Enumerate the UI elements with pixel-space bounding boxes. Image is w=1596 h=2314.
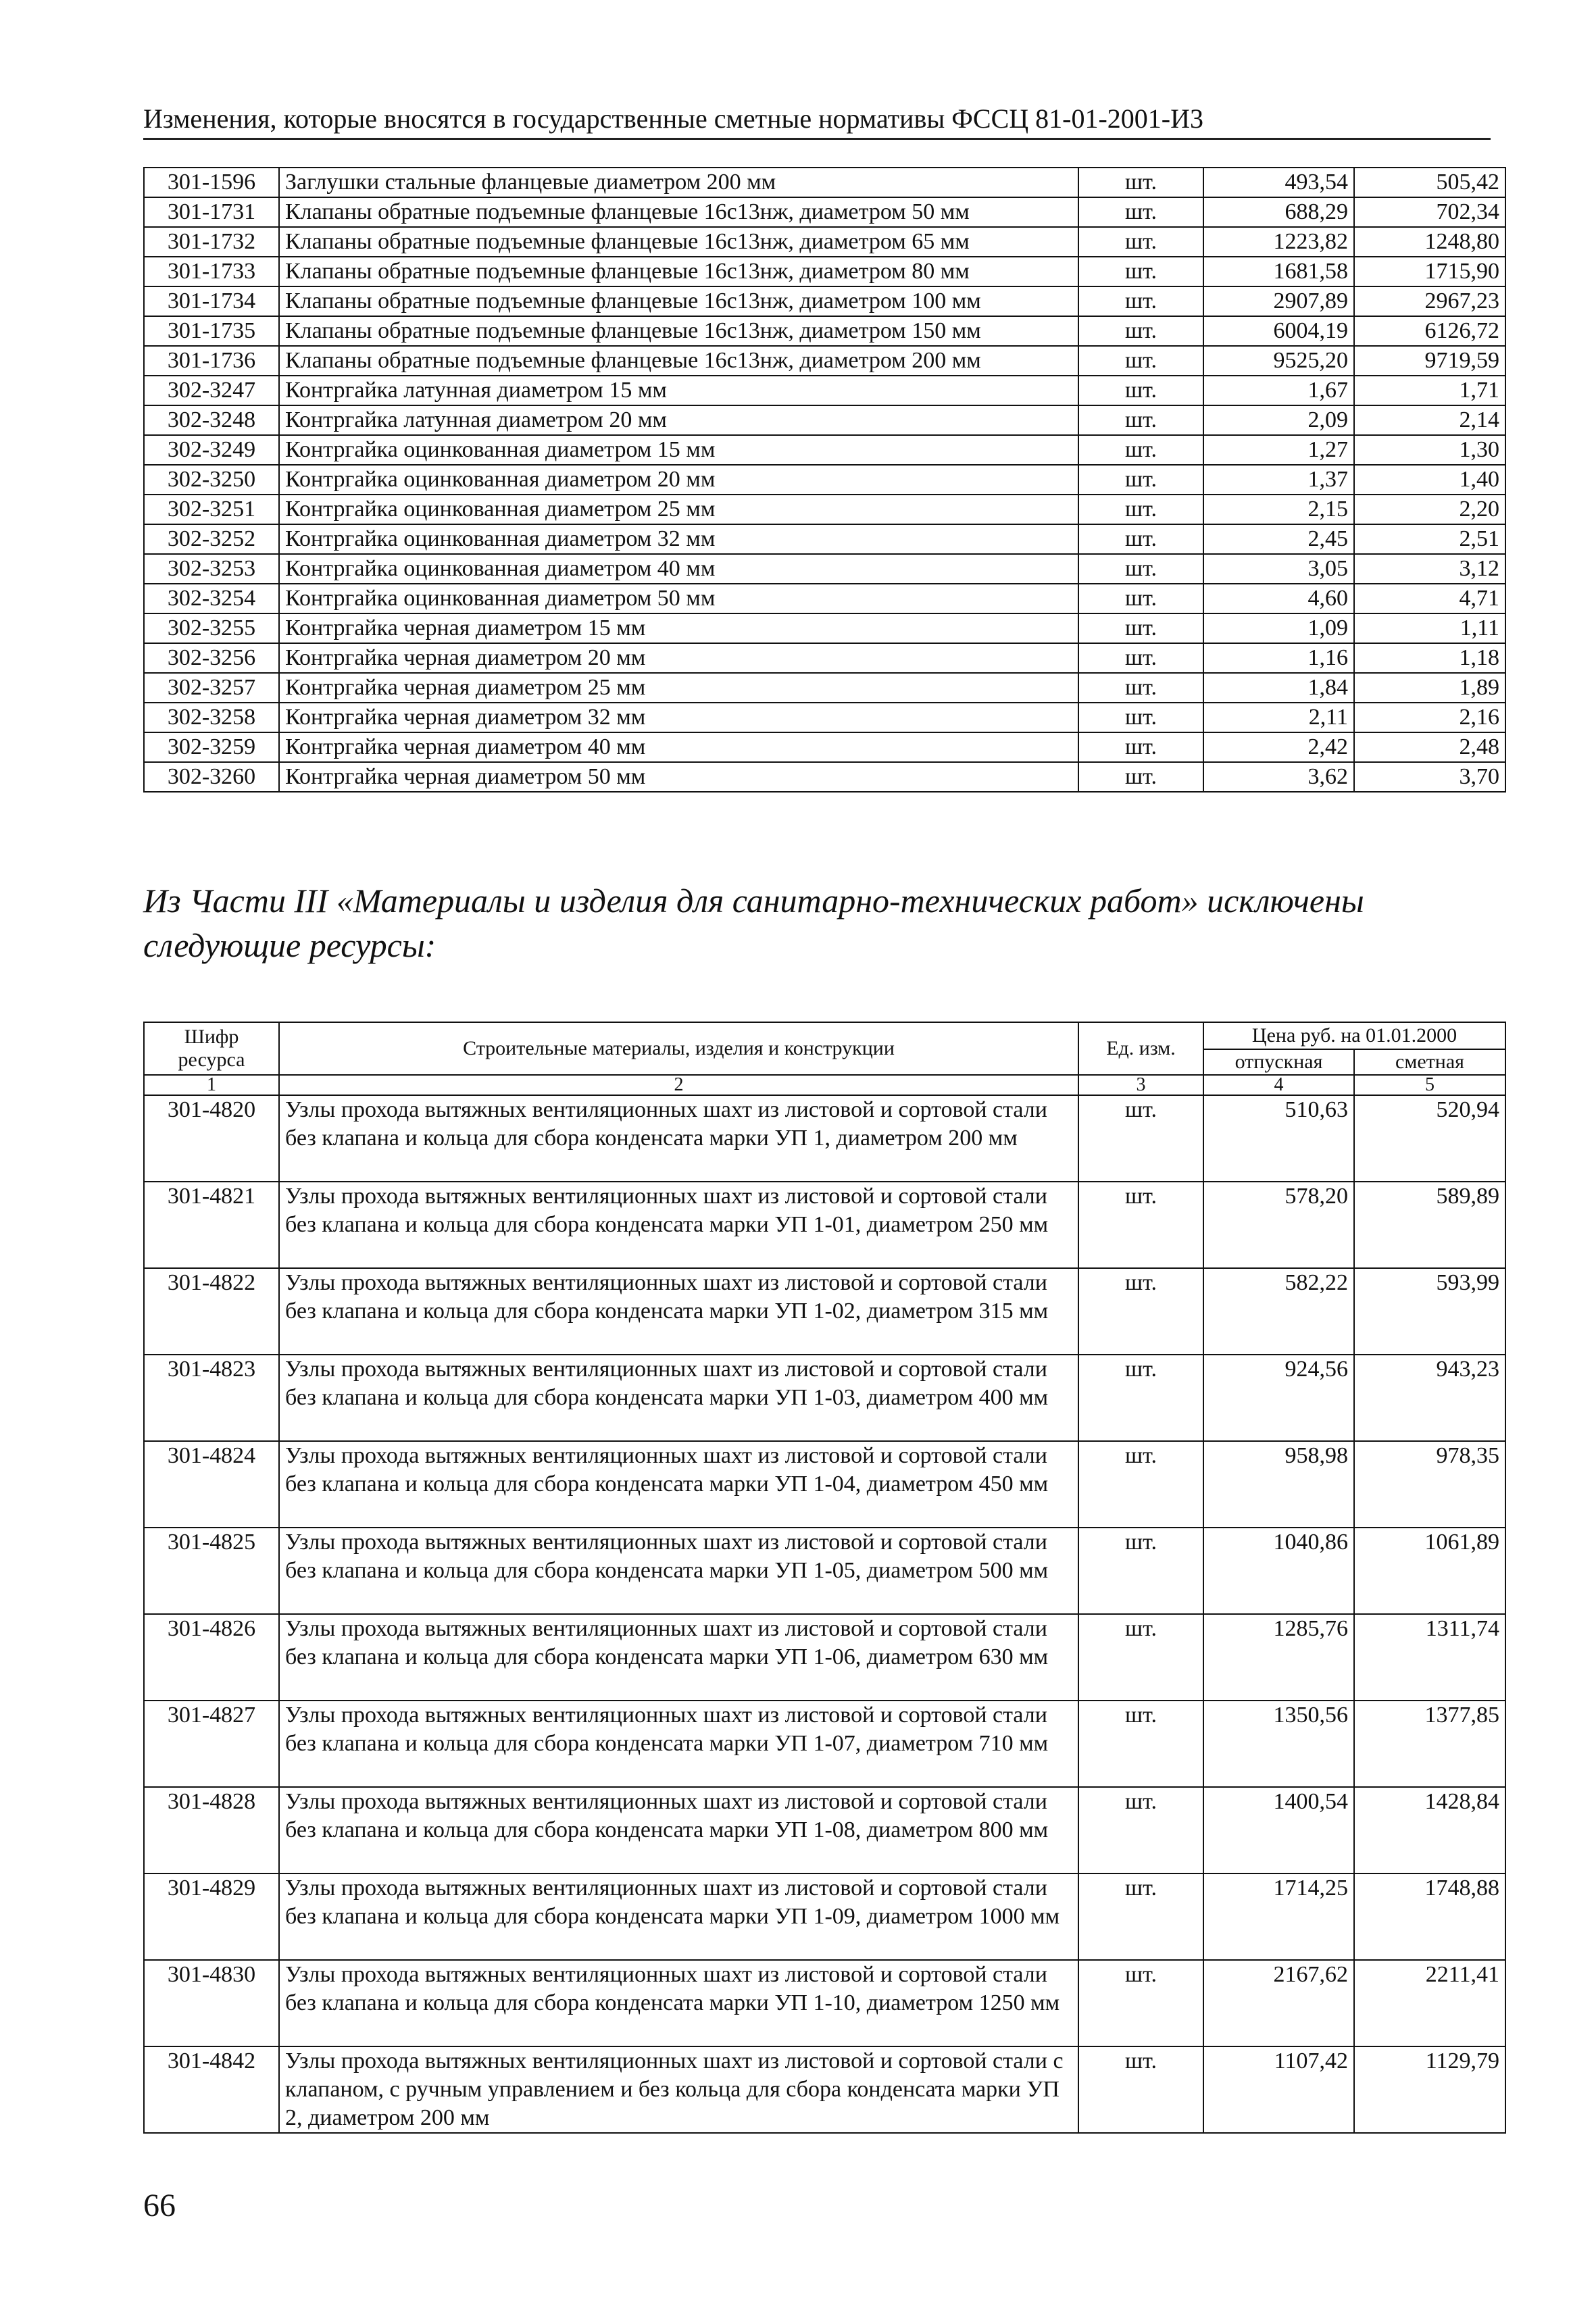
- price-release: 4,60: [1203, 584, 1354, 613]
- column-number: 3: [1078, 1075, 1203, 1095]
- resource-name: Клапаны обратные подъемные фланцевые 16с13нж, диаметром 65 мм: [279, 227, 1078, 257]
- resource-name: Узлы прохода вытяжных вентиляционных шахт из листовой и сортовой стали без клапана и кольца для сбора конденсата марки УП 1-08, диаметром 800 мм: [279, 1787, 1078, 1873]
- price-estimate: 505,42: [1354, 168, 1505, 197]
- price-release: 1040,86: [1203, 1528, 1354, 1614]
- resource-name: Узлы прохода вытяжных вентиляционных шахт из листовой и сортовой стали без клапана и кольца для сбора конденсата марки УП 1-05, диаметром 500 мм: [279, 1528, 1078, 1614]
- unit: шт.: [1078, 1095, 1203, 1182]
- resource-code: 301-4830: [144, 1960, 279, 2046]
- resource-code: 302-3250: [144, 465, 279, 495]
- price-release: 1,84: [1203, 673, 1354, 703]
- table-row: [144, 584, 1505, 613]
- resource-name: Контргайка латунная диаметром 15 мм: [279, 376, 1078, 405]
- price-estimate: 1,89: [1354, 673, 1505, 703]
- resource-name: Заглушки стальные фланцевые диаметром 200 мм: [279, 168, 1078, 197]
- table-row: [144, 762, 1505, 792]
- header-price-estimate: сметная: [1354, 1049, 1505, 1075]
- price-estimate: 2,51: [1354, 524, 1505, 554]
- table-row: [144, 495, 1505, 524]
- unit: шт.: [1078, 1614, 1203, 1701]
- table-row: [144, 613, 1505, 643]
- resource-code: 301-1735: [144, 316, 279, 346]
- resource-code: 301-4825: [144, 1528, 279, 1614]
- resource-code: 301-1736: [144, 346, 279, 376]
- price-estimate: 1061,89: [1354, 1528, 1505, 1614]
- price-release: 6004,19: [1203, 316, 1354, 346]
- table-row: [144, 316, 1505, 346]
- resource-name: Узлы прохода вытяжных вентиляционных шахт из листовой и сортовой стали без клапана и кольца для сбора конденсата марки УП 1-02, диаметром 315 мм: [279, 1268, 1078, 1355]
- unit: шт.: [1078, 168, 1203, 197]
- resource-code: 302-3253: [144, 554, 279, 584]
- table-row: [144, 643, 1505, 673]
- price-release: 2,11: [1203, 703, 1354, 732]
- resource-code: 301-1732: [144, 227, 279, 257]
- price-estimate: 2211,41: [1354, 1960, 1505, 2046]
- table-row: [144, 703, 1505, 732]
- resource-code: 302-3252: [144, 524, 279, 554]
- price-release: 2,15: [1203, 495, 1354, 524]
- resource-name: Клапаны обратные подъемные фланцевые 16с13нж, диаметром 50 мм: [279, 197, 1078, 227]
- table-row: [144, 405, 1505, 435]
- resource-code: 302-3254: [144, 584, 279, 613]
- unit: шт.: [1078, 1873, 1203, 1960]
- unit: шт.: [1078, 346, 1203, 376]
- unit: шт.: [1078, 227, 1203, 257]
- resource-code: 302-3257: [144, 673, 279, 703]
- table-row: [144, 286, 1505, 316]
- resource-code: 301-4829: [144, 1873, 279, 1960]
- resource-code: 301-4828: [144, 1787, 279, 1873]
- price-release: 510,63: [1203, 1095, 1354, 1182]
- price-estimate: 593,99: [1354, 1268, 1505, 1355]
- table-row: [144, 554, 1505, 584]
- unit: шт.: [1078, 1787, 1203, 1873]
- price-estimate: 4,71: [1354, 584, 1505, 613]
- price-release: 1350,56: [1203, 1701, 1354, 1787]
- unit: шт.: [1078, 1182, 1203, 1268]
- unit: шт.: [1078, 524, 1203, 554]
- unit: шт.: [1078, 613, 1203, 643]
- price-estimate: 2967,23: [1354, 286, 1505, 316]
- resource-name: Контргайка черная диаметром 32 мм: [279, 703, 1078, 732]
- excluded-resources-table: [143, 1022, 1506, 2134]
- resource-name: Контргайка оцинкованная диаметром 15 мм: [279, 435, 1078, 465]
- resource-code: 301-4842: [144, 2046, 279, 2133]
- unit: шт.: [1078, 643, 1203, 673]
- resource-code: 302-3259: [144, 732, 279, 762]
- price-estimate: 1748,88: [1354, 1873, 1505, 1960]
- price-release: 958,98: [1203, 1441, 1354, 1528]
- resource-name: Контргайка черная диаметром 15 мм: [279, 613, 1078, 643]
- price-release: 1,16: [1203, 643, 1354, 673]
- price-estimate: 1377,85: [1354, 1701, 1505, 1787]
- table-row: [144, 1268, 1505, 1355]
- unit: шт.: [1078, 1960, 1203, 2046]
- table-row: [144, 1528, 1505, 1614]
- resource-name: Узлы прохода вытяжных вентиляционных шахт из листовой и сортовой стали без клапана и кольца для сбора конденсата марки УП 1-10, диаметром 1250 мм: [279, 1960, 1078, 2046]
- page-number: 66: [143, 2188, 176, 2223]
- unit: шт.: [1078, 1268, 1203, 1355]
- price-release: 688,29: [1203, 197, 1354, 227]
- resource-code: 302-3251: [144, 495, 279, 524]
- price-estimate: 1248,80: [1354, 227, 1505, 257]
- price-estimate: 520,94: [1354, 1095, 1505, 1182]
- table-row: [144, 1614, 1505, 1701]
- price-release: 2,45: [1203, 524, 1354, 554]
- price-release: 924,56: [1203, 1355, 1354, 1441]
- table-row: [144, 465, 1505, 495]
- resource-code: 301-1733: [144, 257, 279, 286]
- unit: шт.: [1078, 435, 1203, 465]
- price-release: 1285,76: [1203, 1614, 1354, 1701]
- resource-name: Узлы прохода вытяжных вентиляционных шахт из листовой и сортовой стали без клапана и кольца для сбора конденсата марки УП 1-07, диаметром 710 мм: [279, 1701, 1078, 1787]
- resource-code: 302-3258: [144, 703, 279, 732]
- page-header: Изменения, которые вносятся в государственные сметные нормативы ФССЦ 81-01-2001-И3: [143, 101, 1491, 140]
- price-estimate: 6126,72: [1354, 316, 1505, 346]
- resource-name: Контргайка черная диаметром 20 мм: [279, 643, 1078, 673]
- resource-name: Узлы прохода вытяжных вентиляционных шахт из листовой и сортовой стали без клапана и кольца для сбора конденсата марки УП 1, диаметром 200 мм: [279, 1095, 1078, 1182]
- table-row: [144, 168, 1505, 197]
- price-estimate: 9719,59: [1354, 346, 1505, 376]
- price-release: 1,27: [1203, 435, 1354, 465]
- resources-table-top: [143, 167, 1506, 793]
- price-estimate: 3,70: [1354, 762, 1505, 792]
- price-estimate: 943,23: [1354, 1355, 1505, 1441]
- price-release: 493,54: [1203, 168, 1354, 197]
- price-estimate: 1428,84: [1354, 1787, 1505, 1873]
- header-name: Строительные материалы, изделия и конструкции: [279, 1022, 1078, 1075]
- header-price-release: отпускная: [1203, 1049, 1354, 1075]
- price-estimate: 1,11: [1354, 613, 1505, 643]
- price-estimate: 2,48: [1354, 732, 1505, 762]
- table-row: [144, 524, 1505, 554]
- unit: шт.: [1078, 1441, 1203, 1528]
- resource-name: Узлы прохода вытяжных вентиляционных шахт из листовой и сортовой стали без клапана и кольца для сбора конденсата марки УП 1-04, диаметром 450 мм: [279, 1441, 1078, 1528]
- resource-code: 301-1734: [144, 286, 279, 316]
- resource-name: Контргайка оцинкованная диаметром 40 мм: [279, 554, 1078, 584]
- unit: шт.: [1078, 584, 1203, 613]
- column-number: 2: [279, 1075, 1078, 1095]
- price-release: 9525,20: [1203, 346, 1354, 376]
- unit: шт.: [1078, 197, 1203, 227]
- column-number: 5: [1354, 1075, 1505, 1095]
- resource-name: Контргайка черная диаметром 40 мм: [279, 732, 1078, 762]
- resource-name: Контргайка латунная диаметром 20 мм: [279, 405, 1078, 435]
- unit: шт.: [1078, 703, 1203, 732]
- header-code: Шифр ресурса: [144, 1022, 279, 1075]
- resource-name: Контргайка оцинкованная диаметром 50 мм: [279, 584, 1078, 613]
- unit: шт.: [1078, 1355, 1203, 1441]
- resource-name: Клапаны обратные подъемные фланцевые 16с13нж, диаметром 80 мм: [279, 257, 1078, 286]
- resource-code: 301-4820: [144, 1095, 279, 1182]
- unit: шт.: [1078, 257, 1203, 286]
- table-row: [144, 197, 1505, 227]
- section-heading: Из Части III «Материалы и изделия для санитарно-технических работ» исключены следующие ресурсы:: [143, 882, 1364, 964]
- column-number: 4: [1203, 1075, 1354, 1095]
- table-row: [144, 346, 1505, 376]
- resource-name: Контргайка черная диаметром 25 мм: [279, 673, 1078, 703]
- price-estimate: 2,14: [1354, 405, 1505, 435]
- resource-code: 301-1596: [144, 168, 279, 197]
- price-release: 1681,58: [1203, 257, 1354, 286]
- unit: шт.: [1078, 554, 1203, 584]
- table-row: [144, 1701, 1505, 1787]
- unit: шт.: [1078, 465, 1203, 495]
- price-estimate: 1,40: [1354, 465, 1505, 495]
- price-estimate: 1,71: [1354, 376, 1505, 405]
- resource-code: 302-3249: [144, 435, 279, 465]
- header-unit: Ед. изм.: [1078, 1022, 1203, 1075]
- resource-code: 301-4823: [144, 1355, 279, 1441]
- price-release: 1223,82: [1203, 227, 1354, 257]
- table-row: [144, 1873, 1505, 1960]
- unit: шт.: [1078, 673, 1203, 703]
- price-estimate: 1129,79: [1354, 2046, 1505, 2133]
- price-release: 1,67: [1203, 376, 1354, 405]
- resource-name: Узлы прохода вытяжных вентиляционных шахт из листовой и сортовой стали без клапана и кольца для сбора конденсата марки УП 1-06, диаметром 630 мм: [279, 1614, 1078, 1701]
- table-row: [144, 673, 1505, 703]
- resource-name: Контргайка оцинкованная диаметром 32 мм: [279, 524, 1078, 554]
- resource-name: Узлы прохода вытяжных вентиляционных шахт из листовой и сортовой стали без клапана и кольца для сбора конденсата марки УП 1-01, диаметром 250 мм: [279, 1182, 1078, 1268]
- resource-code: 302-3247: [144, 376, 279, 405]
- unit: шт.: [1078, 1701, 1203, 1787]
- resource-code: 301-4824: [144, 1441, 279, 1528]
- resource-code: 302-3248: [144, 405, 279, 435]
- price-release: 1400,54: [1203, 1787, 1354, 1873]
- resource-code: 301-4827: [144, 1701, 279, 1787]
- price-estimate: 978,35: [1354, 1441, 1505, 1528]
- header-price-group: Цена руб. на 01.01.2000: [1203, 1022, 1505, 1049]
- price-release: 582,22: [1203, 1268, 1354, 1355]
- table-row: [144, 1441, 1505, 1528]
- resource-code: 302-3255: [144, 613, 279, 643]
- table-row: [144, 1787, 1505, 1873]
- resource-name: Контргайка оцинкованная диаметром 20 мм: [279, 465, 1078, 495]
- price-release: 3,05: [1203, 554, 1354, 584]
- table-row: [144, 435, 1505, 465]
- table-row: [144, 257, 1505, 286]
- table-row: [144, 1095, 1505, 1182]
- unit: шт.: [1078, 316, 1203, 346]
- price-estimate: 3,12: [1354, 554, 1505, 584]
- table-row: [144, 1182, 1505, 1268]
- unit: шт.: [1078, 732, 1203, 762]
- resource-code: 301-4822: [144, 1268, 279, 1355]
- price-release: 2907,89: [1203, 286, 1354, 316]
- price-release: 2,42: [1203, 732, 1354, 762]
- resource-code: 302-3260: [144, 762, 279, 792]
- resource-name: Контргайка черная диаметром 50 мм: [279, 762, 1078, 792]
- table-row: [144, 1960, 1505, 2046]
- price-release: 1,37: [1203, 465, 1354, 495]
- price-release: 3,62: [1203, 762, 1354, 792]
- unit: шт.: [1078, 495, 1203, 524]
- unit: шт.: [1078, 405, 1203, 435]
- price-estimate: 1,30: [1354, 435, 1505, 465]
- resource-name: Клапаны обратные подъемные фланцевые 16с13нж, диаметром 150 мм: [279, 316, 1078, 346]
- price-estimate: 2,20: [1354, 495, 1505, 524]
- resource-name: Контргайка оцинкованная диаметром 25 мм: [279, 495, 1078, 524]
- table-row: [144, 732, 1505, 762]
- unit: шт.: [1078, 286, 1203, 316]
- resource-name: Узлы прохода вытяжных вентиляционных шахт из листовой и сортовой стали без клапана и кольца для сбора конденсата марки УП 1-09, диаметром 1000 мм: [279, 1873, 1078, 1960]
- price-estimate: 1311,74: [1354, 1614, 1505, 1701]
- price-estimate: 1,18: [1354, 643, 1505, 673]
- price-estimate: 1715,90: [1354, 257, 1505, 286]
- price-estimate: 2,16: [1354, 703, 1505, 732]
- resource-name: Клапаны обратные подъемные фланцевые 16с13нж, диаметром 100 мм: [279, 286, 1078, 316]
- price-release: 2,09: [1203, 405, 1354, 435]
- price-release: 578,20: [1203, 1182, 1354, 1268]
- price-release: 1107,42: [1203, 2046, 1354, 2133]
- price-release: 2167,62: [1203, 1960, 1354, 2046]
- resource-code: 302-3256: [144, 643, 279, 673]
- price-estimate: 589,89: [1354, 1182, 1505, 1268]
- table-row: [144, 1355, 1505, 1441]
- price-release: 1714,25: [1203, 1873, 1354, 1960]
- unit: шт.: [1078, 2046, 1203, 2133]
- resource-code: 301-1731: [144, 197, 279, 227]
- price-release: 1,09: [1203, 613, 1354, 643]
- resource-code: 301-4821: [144, 1182, 279, 1268]
- resource-code: 301-4826: [144, 1614, 279, 1701]
- resource-name: Узлы прохода вытяжных вентиляционных шахт из листовой и сортовой стали с клапаном, с ручным управлением и без кольца для сбора конденсата марки УП 2, диаметром 200 мм: [279, 2046, 1078, 2133]
- resource-name: Клапаны обратные подъемные фланцевые 16с13нж, диаметром 200 мм: [279, 346, 1078, 376]
- table-row: [144, 2046, 1505, 2133]
- column-number: 1: [144, 1075, 279, 1095]
- unit: шт.: [1078, 1528, 1203, 1614]
- unit: шт.: [1078, 762, 1203, 792]
- resource-name: Узлы прохода вытяжных вентиляционных шахт из листовой и сортовой стали без клапана и кольца для сбора конденсата марки УП 1-03, диаметром 400 мм: [279, 1355, 1078, 1441]
- table-row: [144, 376, 1505, 405]
- table-row: [144, 227, 1505, 257]
- price-estimate: 702,34: [1354, 197, 1505, 227]
- unit: шт.: [1078, 376, 1203, 405]
